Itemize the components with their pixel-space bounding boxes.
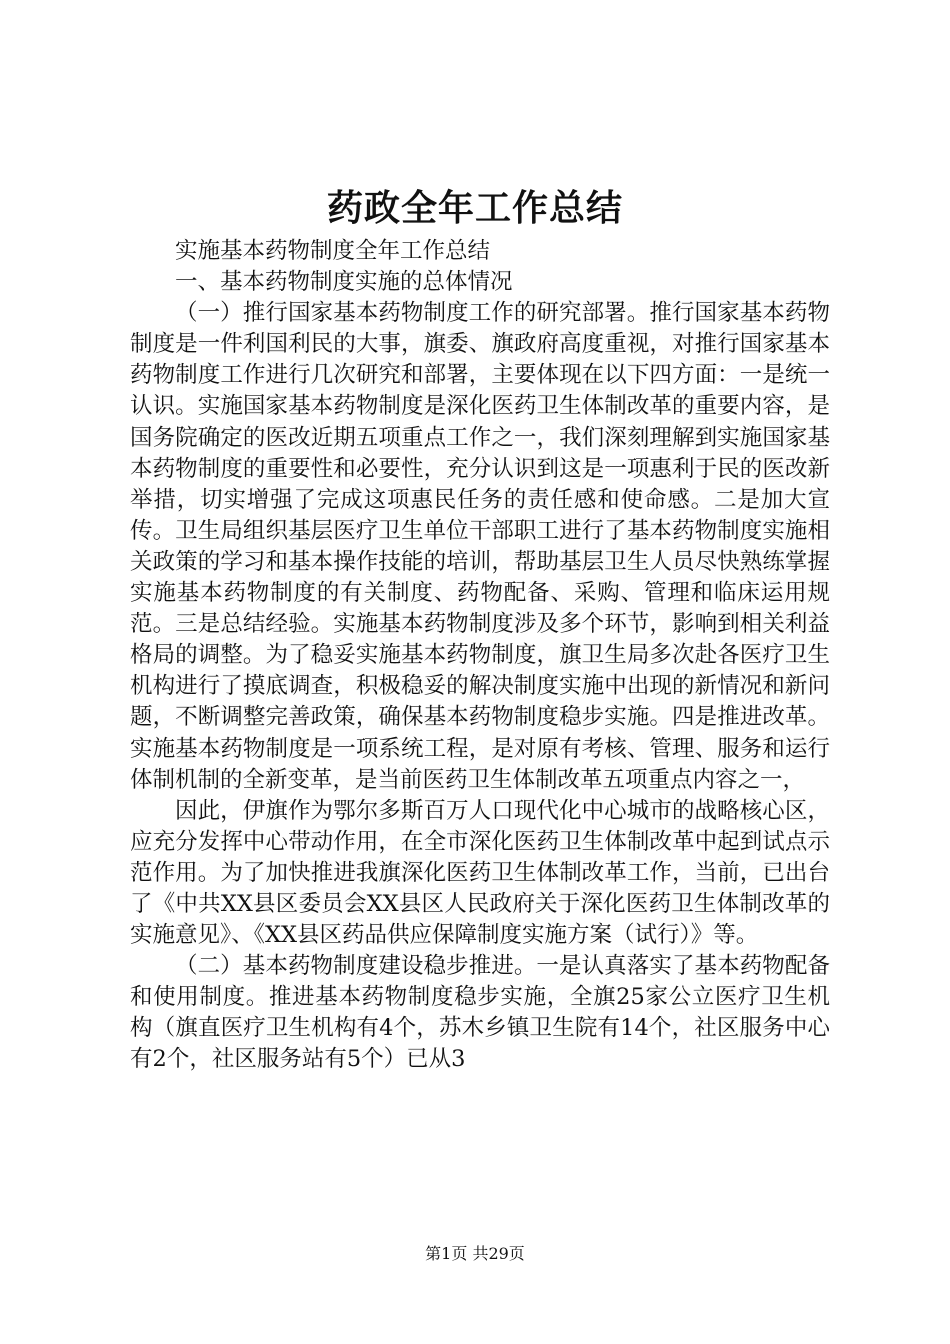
document-title: 药政全年工作总结 (326, 187, 623, 229)
paragraph-research-deployment: （一）推行国家基本药物制度工作的研究部署。推行国家基本药物制度是一件利国利民的大事，旗委、旗政府高度重视，对推行国家基本药物制度工作进行几次研究和部署，主要体现在以下四方面：一是统一认识。实施国家基本药物制度是深化医药卫生体制改革的重要内容，是国务院确定的医改近期五项重点工作之一，我们深刻理解到实施国家基本药物制度的重要性和必要性，充分认识到这是一项惠利于民的医改新举措，切实增强了完成这项惠民任务的责任感和使命感。二是加大宣传。卫生局组织基层医疗卫生单位干部职工进行了基本药物制度实施相关政策的学习和基本操作技能的培训，帮助基层卫生人员尽快熟练掌握实施基本药物制度的有关制度、药物配备、采购、管理和临床运用规范。三是总结经验。实施基本药物制度涉及多个环节，影响到相关利益格局的调整。为了稳妥实施基本药物制度，旗卫生局多次赴各医疗卫生机构进行了摸底调查，积极稳妥的解决制度实施中出现的新情况和新问题，不断调整完善政策，确保基本药物制度稳步实施。四是推进改革。实施基本药物制度是一项系统工程，是对原有考核、管理、服务和运行体制机制的全新变革，是当前医药卫生体制改革五项重点内容之一， (130, 300, 830, 793)
paragraph-system-construction: （二）基本药物制度建设稳步推进。一是认真落实了基本药物配备和使用制度。推进基本药物制度稳步实施，全旗25家公立医疗卫生机构（旗直医疗卫生机构有4个，苏木乡镇卫生院有14个，社区服务中心有2个，社区服务站有5个）已从3 (130, 953, 830, 1073)
paragraph-subtitle: 实施基本药物制度全年工作总结 (175, 238, 491, 264)
paragraph-pilot-demonstration: 因此，伊旗作为鄂尔多斯百万人口现代化中心城市的战略核心区，应充分发挥中心带动作用，在全市深化医药卫生体制改革中起到试点示范作用。为了加快推进我旗深化医药卫生体制改革工作，当前，已出台了《中共XX县区委员会XX县区人民政府关于深化医药卫生体制改革的实施意见》、《XX县区药品供应保障制度实施方案（试行）》等。 (130, 797, 830, 949)
document-body (130, 236, 830, 1076)
page-number-footer: 第1页 共29页 (425, 1244, 525, 1263)
paragraph-section-heading: 一、基本药物制度实施的总体情况 (175, 269, 513, 296)
